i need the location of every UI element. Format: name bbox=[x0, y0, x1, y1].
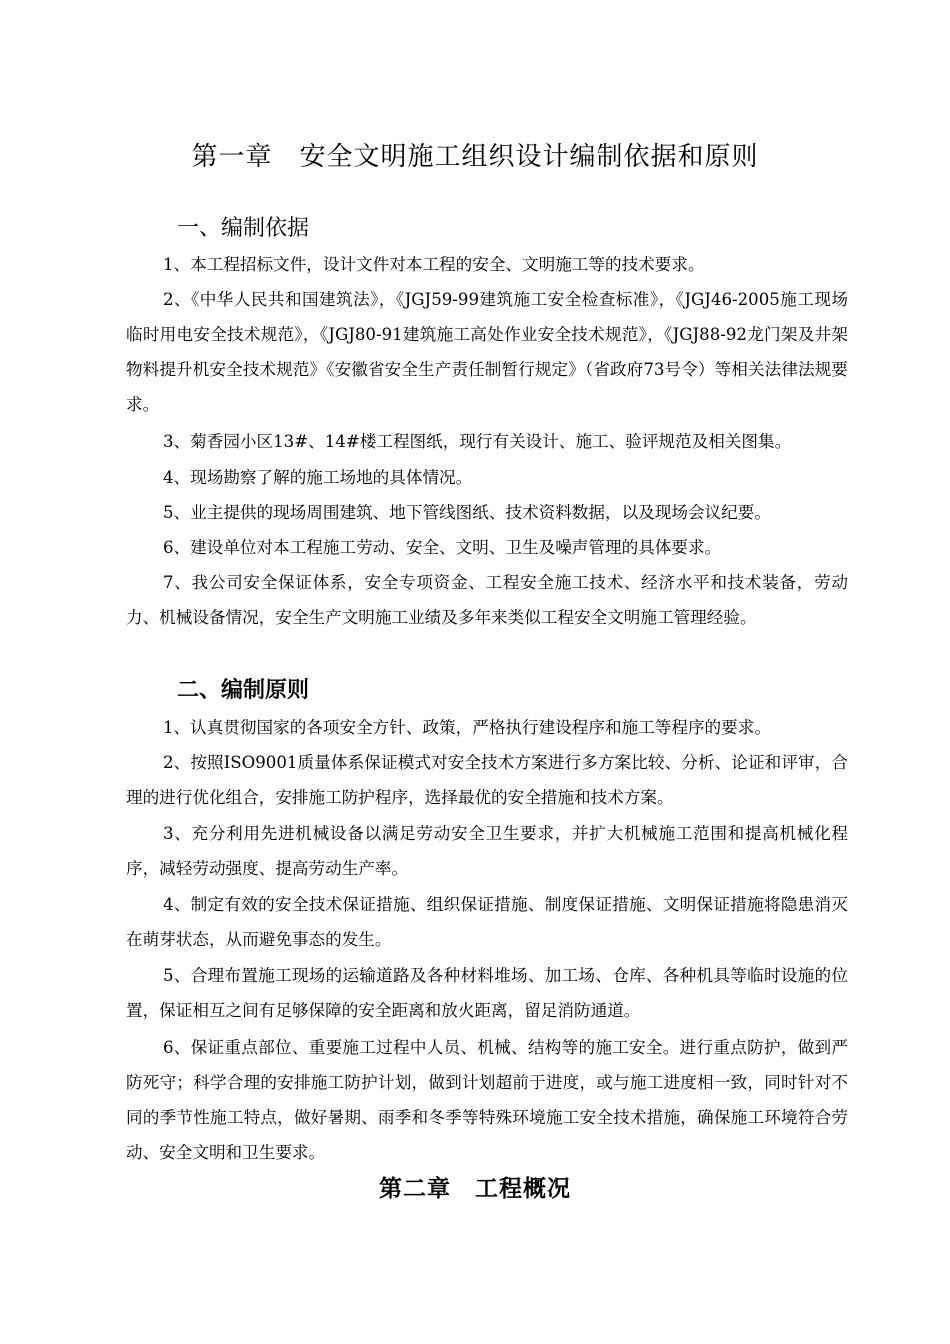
principle-item-2: 2、按照ISO9001质量体系保证模式对安全技术方案进行多方案比较、分析、论证和评审，合理的进行优化组合，安排施工防护程序，选择最优的安全措施和技术方案。 bbox=[126, 753, 848, 807]
section-2-heading: 二、编制原则 bbox=[177, 678, 310, 703]
basis-item-4: 4、现场勘察了解的施工场地的具体情况。 bbox=[163, 468, 473, 487]
principle-item-5: 5、合理布置施工现场的运输道路及各种材料堆场、加工场、仓库、各种机具等临时设施的位置，保证相互之间有足够保障的安全距离和放火距离，留足消防通道。 bbox=[126, 966, 848, 1020]
principle-item-4: 4、制定有效的安全技术保证措施、组织保证措施、制度保证措施、文明保证措施将隐患消灭在萌芽状态，从而避免事态的发生。 bbox=[126, 895, 848, 949]
basis-item-6: 6、建设单位对本工程施工劳动、安全、文明、卫生及噪声管理的具体要求。 bbox=[163, 538, 722, 557]
principle-item-3: 3、充分利用先进机械设备以满足劳动安全卫生要求，并扩大机械施工范围和提高机械化程序，减轻劳动强度、提高劳动生产率。 bbox=[126, 824, 848, 878]
basis-item-3: 3、菊香园小区13#、14#楼工程图纸，现行有关设计、施工、验评规范及相关图集。 bbox=[163, 432, 792, 451]
principle-item-6: 6、保证重点部位、重要施工过程中人员、机械、结构等的施工安全。进行重点防护，做到严防死守；科学合理的安排施工防护计划，做到计划超前于进度，或与施工进度相一致，同时针对不同的季节性施工特点，做好暑期、雨季和冬季等特殊环境施工安全技术措施，确保施工环境符合劳动、安全文明和卫生要求。 bbox=[126, 1038, 848, 1162]
section-1-heading: 一、编制依据 bbox=[177, 216, 310, 241]
basis-item-7: 7、我公司安全保证体系，安全专项资金、工程安全施工技术、经济水平和技术装备，劳动力、机械设备情况，安全生产文明施工业绩及多年来类似工程安全文明施工管理经验。 bbox=[126, 573, 848, 627]
chapter-1-title: 第一章 安全文明施工组织设计编制依据和原则 bbox=[191, 142, 759, 172]
basis-item-1: 1、本工程招标文件，设计文件对本工程的安全、文明施工等的技术要求。 bbox=[163, 255, 705, 274]
principle-item-1: 1、认真贯彻国家的各项安全方针、政策，严格执行建设程序和施工等程序的要求。 bbox=[163, 718, 771, 737]
basis-item-2: 2、《中华人民共和国建筑法》，《JGJ59-99建筑施工安全检查标准》，《JGJ46-2005施工现场临时用电安全技术规范》，《JGJ80-91建筑施工高处作业安全技术规范》，《JGJ88-92龙门架及井架物料提升机安全技术规范》《安徽省安全生产责任制暂行规定》（省政府73号令）等相关法律法规要求。 bbox=[126, 290, 848, 414]
basis-item-5: 5、业主提供的现场周围建筑、地下管线图纸、技术资料数据，以及现场会议纪要。 bbox=[163, 503, 771, 522]
chapter-2-title: 第二章 工程概况 bbox=[379, 1176, 571, 1202]
